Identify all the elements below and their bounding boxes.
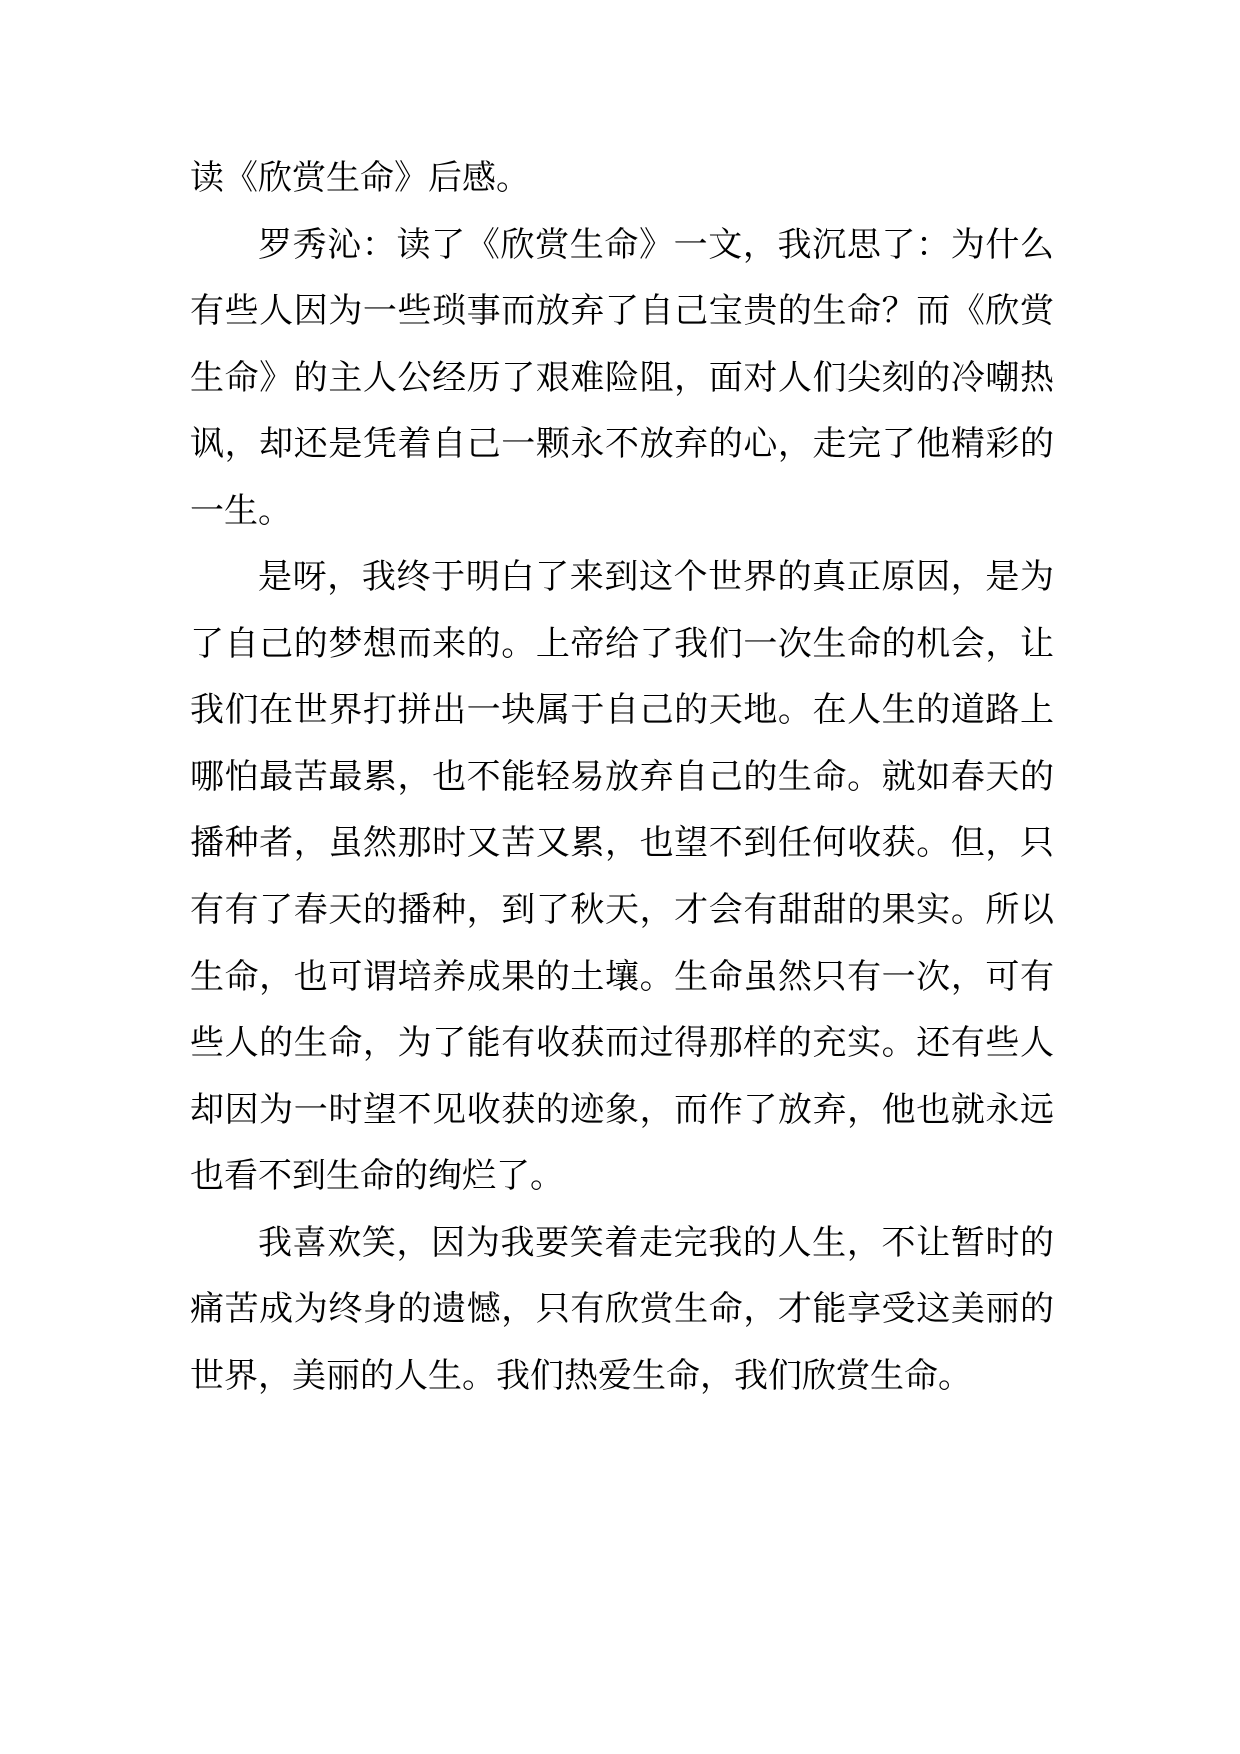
text-line: 我们在世界打拼出一块属于自己的天地。在人生的道路上 <box>190 690 1054 731</box>
text-line: 痛苦成为终身的遗憾，只有欣赏生命，才能享受这美丽的 <box>190 1289 1054 1330</box>
text-line: 罗秀沁：读了《欣赏生命》一文，我沉思了：为什么 <box>258 224 1054 265</box>
text-line: 是呀，我终于明白了来到这个世界的真正原因，是为 <box>258 557 1054 598</box>
text-line: 也看不到生命的绚烂了。 <box>190 1156 564 1197</box>
paragraph-2 <box>190 544 1054 1209</box>
text-line: 生命》的主人公经历了艰难险阻，面对人们尖刻的冷嘲热 <box>190 357 1054 398</box>
text-line: 有有了春天的播种，到了秋天，才会有甜甜的果实。所以 <box>190 890 1054 931</box>
document-body <box>190 145 1054 1409</box>
paragraph-title <box>190 145 1054 212</box>
text-line: 世界，美丽的人生。我们热爱生命，我们欣赏生命。 <box>190 1355 972 1396</box>
text-line: 读《欣赏生命》后感。 <box>190 158 530 198</box>
text-line: 我喜欢笑，因为我要笑着走完我的人生，不让暂时的 <box>258 1222 1054 1263</box>
paragraph-3 <box>190 1210 1054 1410</box>
text-line: 讽，却还是凭着自己一颗永不放弃的心，走完了他精彩的 <box>190 424 1054 465</box>
text-line: 播种者，虽然那时又苦又累，也望不到任何收获。但，只 <box>190 823 1054 864</box>
text-line: 却因为一时望不见收获的迹象，而作了放弃，他也就永远 <box>190 1089 1054 1130</box>
text-line: 了自己的梦想而来的。上帝给了我们一次生命的机会，让 <box>190 623 1054 664</box>
text-line: 有些人因为一些琐事而放弃了自己宝贵的生命？而《欣赏 <box>190 291 1054 332</box>
paragraph-1 <box>190 212 1054 545</box>
text-line: 一生。 <box>190 490 292 531</box>
text-line: 生命，也可谓培养成果的土壤。生命虽然只有一次，可有 <box>190 956 1054 997</box>
text-line: 些人的生命，为了能有收获而过得那样的充实。还有些人 <box>190 1023 1054 1064</box>
text-line: 哪怕最苦最累，也不能轻易放弃自己的生命。就如春天的 <box>190 756 1054 797</box>
